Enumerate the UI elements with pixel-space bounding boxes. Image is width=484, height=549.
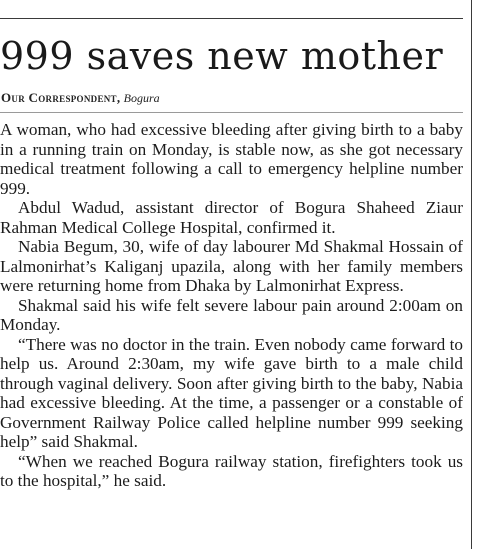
headline: 999 saves new mother (0, 34, 444, 78)
top-rule (0, 18, 463, 19)
paragraph: Shakmal said his wife felt severe labour pain around 2:00am on Monday. (0, 295, 463, 334)
byline-rule (0, 112, 463, 113)
article-body (0, 120, 463, 491)
column-divider (471, 0, 472, 549)
byline-location: Bogura (123, 91, 160, 105)
news-article (0, 26, 463, 491)
paragraph: Abdul Wadud, assistant director of Bogura Shaheed Ziaur Rahman Medical College Hospital, confirmed it. (0, 198, 463, 237)
paragraph: “When we reached Bogura railway station, firefighters took us to the hospital,” he said. (0, 451, 463, 490)
paragraph: Nabia Begum, 30, wife of day labourer Md Shakmal Hossain of Lalmonirhat’s Kaliganj upazila, along with her family members were returning home from Dhaka by Lalmonirhat Express. (0, 237, 463, 295)
paragraph-lead: A woman, who had excessive bleeding after giving birth to a baby in a running train on Monday, is stable now, as she got necessary medical treatment following a call to emergency helpline number 999. (0, 120, 463, 198)
paragraph: “There was no doctor in the train. Even nobody came forward to help us. Around 2:30am, my wife gave birth to a male child through vaginal delivery. Soon after giving birth to the baby, Nabia had excessive bleeding. At the time, a passenger or a constable of Government Railway Police called helpline number 999 seeking help” said Shakmal. (0, 334, 463, 451)
byline (1, 90, 463, 106)
byline-author: Our Correspondent, (1, 90, 121, 105)
